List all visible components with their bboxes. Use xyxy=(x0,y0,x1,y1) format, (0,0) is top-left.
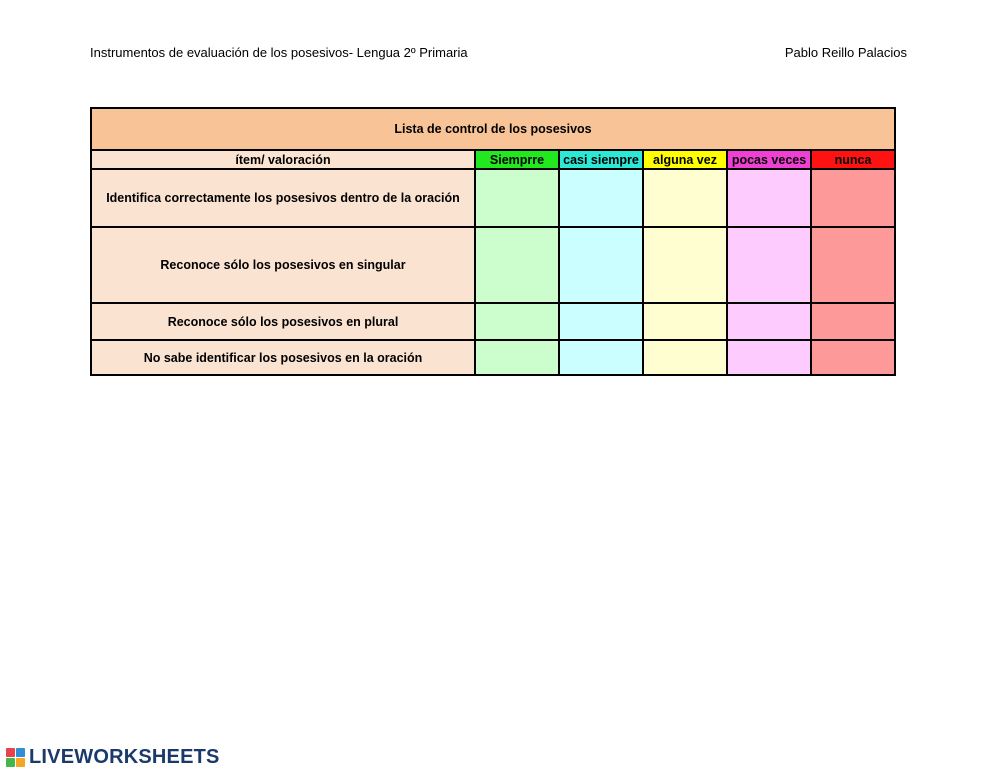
column-header-nunca: nunca xyxy=(811,150,895,169)
item-label: Reconoce sólo los posesivos en singular xyxy=(91,227,475,303)
table-row xyxy=(91,169,895,227)
rating-cell-nunca[interactable] xyxy=(811,227,895,303)
item-label: No sabe identificar los posesivos en la oración xyxy=(91,340,475,375)
rating-cell-pocas-veces[interactable] xyxy=(727,340,811,375)
rating-cell-siempre[interactable] xyxy=(475,303,559,340)
column-header-pocas-veces: pocas veces xyxy=(727,150,811,169)
checklist-table xyxy=(90,107,896,376)
rating-cell-siempre[interactable] xyxy=(475,227,559,303)
table-row xyxy=(91,303,895,340)
column-header-siempre: Siemprre xyxy=(475,150,559,169)
rating-cell-alguna-vez[interactable] xyxy=(643,340,727,375)
rating-cell-alguna-vez[interactable] xyxy=(643,169,727,227)
rating-cell-pocas-veces[interactable] xyxy=(727,227,811,303)
table-row xyxy=(91,227,895,303)
rating-cell-nunca[interactable] xyxy=(811,303,895,340)
rating-cell-casi-siempre[interactable] xyxy=(559,227,643,303)
table-row xyxy=(91,340,895,375)
item-label: Reconoce sólo los posesivos en plural xyxy=(91,303,475,340)
liveworksheets-logo[interactable] xyxy=(6,746,220,769)
column-header-alguna-vez: alguna vez xyxy=(643,150,727,169)
rating-cell-siempre[interactable] xyxy=(475,340,559,375)
rating-cell-alguna-vez[interactable] xyxy=(643,303,727,340)
rating-cell-nunca[interactable] xyxy=(811,169,895,227)
liveworksheets-logo-icon xyxy=(6,748,26,768)
document-header-author: Pablo Reillo Palacios xyxy=(784,45,907,60)
rating-cell-alguna-vez[interactable] xyxy=(643,227,727,303)
rating-cell-casi-siempre[interactable] xyxy=(559,303,643,340)
document-header-title: Instrumentos de evaluación de los posesivos- Lengua 2º Primaria xyxy=(90,45,468,60)
rating-cell-pocas-veces[interactable] xyxy=(727,169,811,227)
table-title: Lista de control de los posesivos xyxy=(91,108,895,150)
rating-cell-casi-siempre[interactable] xyxy=(559,340,643,375)
item-column-header: ítem/ valoración xyxy=(91,150,475,169)
column-header-casi-siempre: casi siempre xyxy=(559,150,643,169)
rating-cell-casi-siempre[interactable] xyxy=(559,169,643,227)
logo-text: LIVEWORKSHEETS xyxy=(29,746,220,768)
rating-cell-siempre[interactable] xyxy=(475,169,559,227)
item-label: Identifica correctamente los posesivos dentro de la oración xyxy=(91,169,475,227)
rating-cell-nunca[interactable] xyxy=(811,340,895,375)
rating-cell-pocas-veces[interactable] xyxy=(727,303,811,340)
